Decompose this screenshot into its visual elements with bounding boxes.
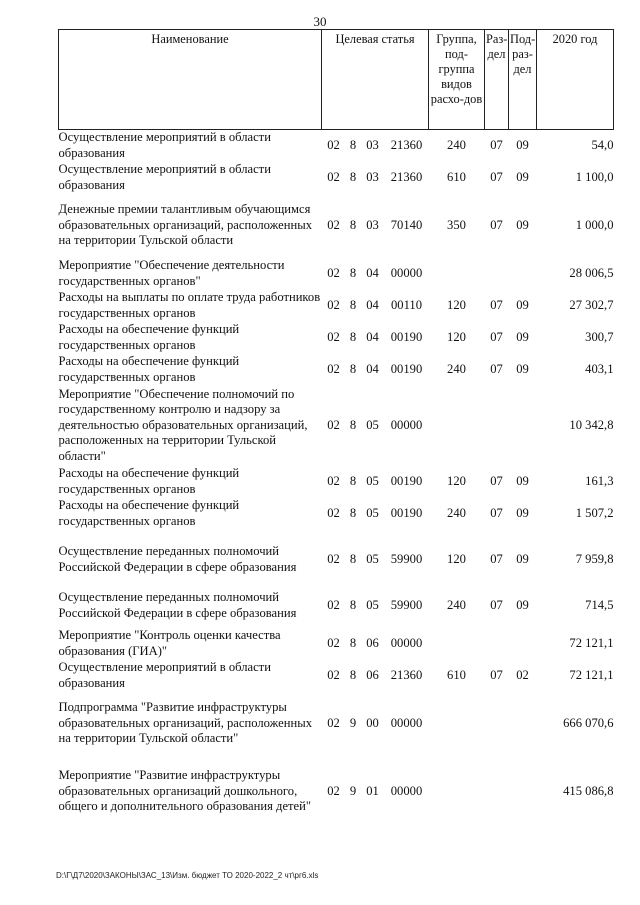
- cell-group: 240: [447, 138, 466, 152]
- cell-amount: 72 121,1: [569, 635, 614, 650]
- cell-group: [429, 692, 485, 756]
- cell-section: 07: [490, 169, 503, 184]
- cell-amount: 28 006,5: [569, 265, 614, 280]
- cell-name: Мероприятие "Обеспечение полномочий по государственному контролю и надзору за деятельностью образовательных организаций, расположенных на территории Тульской области": [58, 386, 308, 463]
- page-number: 30: [313, 14, 327, 29]
- cell-c4: 21360: [390, 138, 423, 152]
- cell-subsection: [509, 258, 537, 290]
- cell-c1: 02: [327, 217, 340, 232]
- cell-c4: 00110: [390, 297, 423, 312]
- cell-c4: 00190: [390, 473, 423, 488]
- cell-c1: 02: [327, 783, 340, 798]
- table-row: [59, 692, 614, 756]
- cell-c4: 59900: [390, 551, 423, 566]
- cell-group: 120: [447, 329, 466, 344]
- cell-section: [485, 386, 509, 466]
- table-row: [59, 544, 614, 576]
- cell-subsection: [509, 386, 537, 466]
- cell-group: 610: [447, 169, 466, 184]
- table-row: [59, 660, 614, 692]
- cell-c3: 03: [366, 217, 379, 232]
- cell-c4: 70140: [390, 217, 423, 232]
- cell-name: Денежные премии талантливым обучающимся образовательных организаций, расположенных на территории Тульской области: [58, 202, 312, 248]
- cell-amount: 72 121,1: [569, 667, 614, 682]
- cell-amount: 666 070,6: [563, 715, 614, 730]
- cell-amount: 415 086,8: [563, 783, 614, 798]
- cell-c3: 03: [366, 138, 379, 152]
- cell-subsection: 09: [516, 138, 529, 152]
- cell-c3: 04: [366, 265, 379, 280]
- row-spacer: [59, 756, 614, 768]
- table-row: [59, 354, 614, 386]
- table-row: [59, 386, 614, 466]
- cell-c4: 00190: [390, 361, 423, 376]
- cell-c3: 05: [366, 473, 379, 488]
- cell-c1: 02: [327, 417, 340, 432]
- cell-c3: 05: [366, 505, 379, 520]
- cell-c2: 8: [349, 597, 357, 612]
- cell-c1: 02: [327, 597, 340, 612]
- cell-amount: 54,0: [591, 138, 614, 152]
- cell-c3: 05: [366, 551, 379, 566]
- cell-c3: 06: [366, 635, 379, 650]
- cell-c3: 04: [366, 329, 379, 344]
- cell-group: [429, 628, 485, 660]
- cell-amount: 161,3: [585, 473, 614, 488]
- cell-group: 120: [447, 551, 466, 566]
- cell-c1: 02: [327, 329, 340, 344]
- cell-section: 07: [490, 297, 503, 312]
- cell-amount: 27 302,7: [569, 297, 614, 312]
- table-row: [59, 466, 614, 498]
- table-row: [59, 590, 614, 622]
- cell-subsection: 09: [516, 329, 529, 344]
- cell-c1: 02: [327, 667, 340, 682]
- cell-section: [485, 692, 509, 756]
- cell-c1: 02: [327, 505, 340, 520]
- header-row: [59, 30, 614, 130]
- cell-group: 120: [447, 297, 466, 312]
- cell-c3: 06: [366, 667, 379, 682]
- cell-c2: 8: [349, 138, 357, 152]
- cell-group: 240: [447, 505, 466, 520]
- cell-amount: 1 000,0: [575, 217, 614, 232]
- cell-amount: 10 342,8: [569, 417, 614, 432]
- cell-c2: 9: [349, 715, 357, 730]
- cell-subsection: 02: [516, 667, 529, 682]
- cell-c1: 02: [327, 551, 340, 566]
- cell-c1: 02: [327, 265, 340, 280]
- cell-subsection: 09: [516, 505, 529, 520]
- cell-name: Мероприятие "Обеспечение деятельности государственных органов": [58, 258, 285, 288]
- cell-subsection: 09: [516, 169, 529, 184]
- cell-group: 610: [447, 667, 466, 682]
- table-row: [59, 498, 614, 530]
- row-spacer: [59, 576, 614, 590]
- cell-c1: 02: [327, 473, 340, 488]
- cell-c2: 8: [349, 297, 357, 312]
- cell-c1: 02: [327, 635, 340, 650]
- budget-table: [58, 29, 614, 816]
- cell-c3: 03: [366, 169, 379, 184]
- cell-name: Расходы на обеспечение функций государственных органов: [58, 498, 240, 528]
- cell-section: [485, 768, 509, 816]
- cell-section: 07: [490, 329, 503, 344]
- cell-c4: 21360: [390, 169, 423, 184]
- footer-file-path: D:\Г\Д7\2020\ЗАКОНЫ\ЗАС_13\Изм. бюджет ТО 2020-2022_2 чт\рг6.xls: [56, 871, 319, 880]
- cell-section: [485, 628, 509, 660]
- table-row: [59, 768, 614, 816]
- cell-c2: 8: [349, 667, 357, 682]
- header-target: Целевая статья: [322, 30, 429, 130]
- cell-c3: 00: [366, 715, 379, 730]
- cell-amount: 714,5: [585, 597, 614, 612]
- cell-group: [429, 768, 485, 816]
- cell-c3: 04: [366, 361, 379, 376]
- cell-c3: 05: [366, 417, 379, 432]
- cell-subsection: [509, 628, 537, 660]
- cell-amount: 300,7: [585, 329, 614, 344]
- cell-section: 07: [490, 505, 503, 520]
- cell-section: 07: [490, 361, 503, 376]
- cell-c2: 8: [349, 551, 357, 566]
- cell-name: Осуществление мероприятий в области образования: [58, 162, 271, 192]
- header-name: Наименование: [59, 30, 322, 130]
- spacer-cell: [59, 530, 614, 544]
- header-year: 2020 год: [537, 30, 614, 130]
- cell-subsection: 09: [516, 597, 529, 612]
- cell-section: 07: [490, 597, 503, 612]
- cell-subsection: 09: [516, 551, 529, 566]
- cell-name: Расходы на обеспечение функций государственных органов: [58, 322, 240, 352]
- cell-amount: 7 959,8: [575, 551, 614, 566]
- table-row: [59, 258, 614, 290]
- table-row: [59, 130, 614, 162]
- cell-section: 07: [490, 551, 503, 566]
- cell-c3: 05: [366, 597, 379, 612]
- cell-name: Расходы на выплаты по оплате труда работников государственных органов: [58, 290, 321, 320]
- cell-name: Осуществление мероприятий в области образования: [58, 130, 271, 160]
- cell-c1: 02: [327, 715, 340, 730]
- cell-section: 07: [490, 217, 503, 232]
- cell-name: Осуществление переданных полномочий Российской Федерации в сфере образования: [58, 590, 297, 620]
- cell-name: Мероприятие "Контроль оценки качества образования (ГИА)": [58, 628, 281, 658]
- header-group: Группа, под-группа видов расхо-дов: [429, 30, 485, 130]
- row-spacer: [59, 530, 614, 544]
- cell-name: Расходы на обеспечение функций государственных органов: [58, 466, 240, 496]
- cell-c4: 00000: [390, 635, 423, 650]
- cell-name: Расходы на обеспечение функций государственных органов: [58, 354, 240, 384]
- cell-amount: 1 100,0: [575, 169, 614, 184]
- cell-subsection: 09: [516, 217, 529, 232]
- header-subsection: Под-раз-дел: [509, 30, 537, 130]
- table-row: [59, 290, 614, 322]
- cell-c4: 00000: [390, 417, 423, 432]
- cell-c4: 00190: [390, 329, 423, 344]
- table-row: [59, 628, 614, 660]
- cell-c4: 00000: [390, 265, 423, 280]
- cell-subsection: [509, 692, 537, 756]
- cell-group: 120: [447, 473, 466, 488]
- cell-c2: 8: [349, 329, 357, 344]
- cell-c1: 02: [327, 138, 340, 152]
- spacer-cell: [59, 576, 614, 590]
- cell-c2: 8: [349, 505, 357, 520]
- table-row: [59, 194, 614, 258]
- cell-section: 07: [490, 473, 503, 488]
- cell-c2: 8: [349, 169, 357, 184]
- cell-group: 240: [447, 361, 466, 376]
- cell-subsection: [509, 768, 537, 816]
- spacer-cell: [59, 756, 614, 768]
- header-section: Раз-дел: [485, 30, 509, 130]
- cell-c2: 9: [349, 783, 357, 798]
- cell-c4: 00000: [390, 783, 423, 798]
- cell-amount: 1 507,2: [575, 505, 614, 520]
- cell-c4: 59900: [390, 597, 423, 612]
- cell-group: 240: [447, 597, 466, 612]
- cell-c4: 00000: [390, 715, 423, 730]
- table-row: [59, 322, 614, 354]
- cell-c4: 00190: [390, 505, 423, 520]
- budget-sheet: [58, 29, 613, 816]
- cell-subsection: 09: [516, 361, 529, 376]
- cell-section: 07: [490, 667, 503, 682]
- cell-name: Осуществление мероприятий в области образования: [58, 660, 271, 690]
- cell-subsection: 09: [516, 473, 529, 488]
- cell-c1: 02: [327, 361, 340, 376]
- cell-group: [429, 258, 485, 290]
- cell-c2: 8: [349, 635, 357, 650]
- cell-amount: 403,1: [585, 361, 614, 376]
- cell-subsection: 09: [516, 297, 529, 312]
- cell-group: [429, 386, 485, 466]
- cell-c3: 01: [366, 783, 379, 798]
- cell-c4: 21360: [390, 667, 423, 682]
- cell-c1: 02: [327, 297, 340, 312]
- cell-c2: 8: [349, 417, 357, 432]
- cell-section: 07: [490, 138, 503, 152]
- cell-c2: 8: [349, 217, 357, 232]
- cell-c2: 8: [349, 473, 357, 488]
- table-body: [59, 130, 614, 816]
- cell-c3: 04: [366, 297, 379, 312]
- cell-name: Мероприятие "Развитие инфраструктуры образовательных организаций дошкольного, общего и дополнительного образования детей": [58, 768, 312, 814]
- cell-section: [485, 258, 509, 290]
- cell-c2: 8: [349, 361, 357, 376]
- cell-c2: 8: [349, 265, 357, 280]
- cell-c1: 02: [327, 169, 340, 184]
- cell-name: Осуществление переданных полномочий Российской Федерации в сфере образования: [58, 544, 297, 574]
- cell-name: Подпрограмма "Развитие инфраструктуры образовательных организаций, расположенных на территории Тульской области": [58, 700, 312, 746]
- table-row: [59, 162, 614, 194]
- cell-group: 350: [447, 217, 466, 232]
